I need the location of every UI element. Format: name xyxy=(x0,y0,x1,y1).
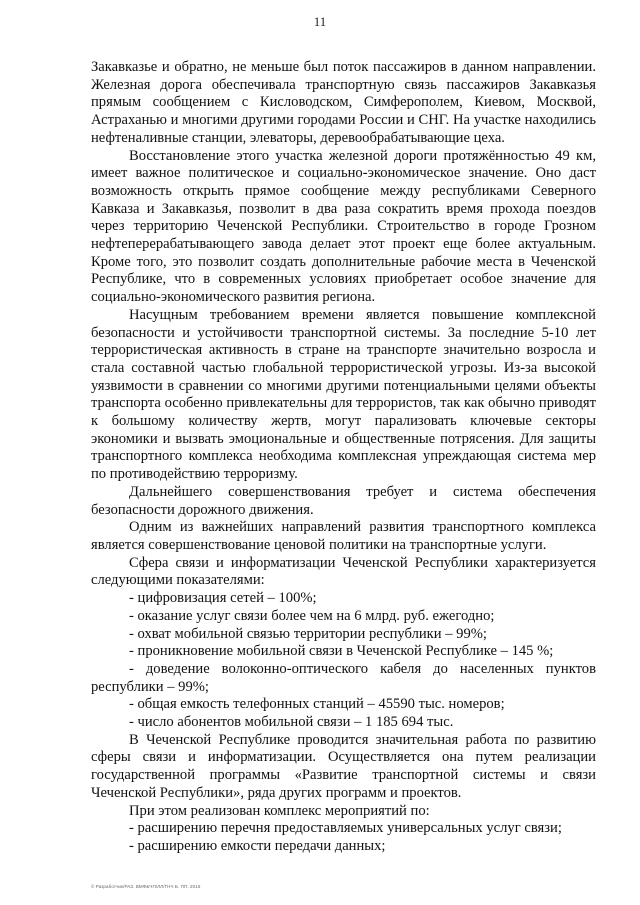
indicator-item: - проникновение мобильной связи в Чеченской Республике – 145 %; xyxy=(129,643,554,660)
paragraph-8: При этом реализован комплекс мероприятий по: xyxy=(129,802,430,819)
paragraph-1: Закавказье и обратно, не меньше был поток пассажиров в данном направлении. Железная дорога обеспечивала транспортную связь пассажиров Закавказья прямым сообщением с Кисловодском, Симферополем, Киевом, Москвой, Астраханью и многими другими городами России и СНГ. На участке находились нефтеналивные станции, элеваторы, деревообрабатывающие цеха. xyxy=(91,59,596,146)
measure-item: - расширению перечня предоставляемых универсальных услуг связи; xyxy=(129,820,562,837)
measure-item: - расширению емкости передачи данных; xyxy=(129,837,386,854)
indicator-item: - общая емкость телефонных станций – 45590 тыс. номеров; xyxy=(129,696,505,713)
indicator-item: - оказание услуг связи более чем на 6 млрд. руб. ежегодно; xyxy=(129,607,495,624)
page-number: 11 xyxy=(313,14,327,29)
paragraph-7: В Чеченской Республике проводится значительная работа по развитию сферы связи и информатизации. Осуществляется она путем реализации государственной программы «Развитие транспортной системы и связи Чеченской Республики», ряда других программ и проектов. xyxy=(91,731,596,801)
indicator-item: - доведение волоконно-оптического кабеля до населенных пунктов республики – 99%; xyxy=(91,660,596,695)
indicator-item: - охват мобильной связью территории республики – 99%; xyxy=(129,625,487,642)
indicator-item: - цифровизация сетей – 100%; xyxy=(129,590,317,607)
paragraph-4: Дальнейшего совершенствования требует и система обеспечения безопасности дорожного движения. xyxy=(91,483,596,518)
paragraph-6: Сфера связи и информатизации Чеченской Республики характеризуется следующими показателями: xyxy=(91,554,596,589)
paragraph-5: Одним из важнейших направлений развития транспортного комплекса является совершенствование ценовой политики на транспортные услуги. xyxy=(91,519,596,553)
indicator-item: - число абонентов мобильной связи – 1 185 694 тыс. xyxy=(129,714,454,731)
paragraph-3: Насущным требованием времени является повышение комплексной безопасности и устойчивости транспортной системы. За последние 5-10 лет террористическая активность в стране на транспорте значительно возросла и стала составной частью глобальной террористической угрозы. Из-за высокой уязвимости в сравнении со многими другими потенциальными целями объекты транспорта особенно привлекательны для террористов, так как обычно приводят к большому количеству жертв, могут парализовать ключевые секторы экономики и вызвать эмоциональные и общественные потрясения. Для защиты транспортного комплекса необходима комплексная упреждающая система мер по противодействию терроризму. xyxy=(91,306,596,483)
document-body xyxy=(91,59,596,856)
paragraph-2: Восстановление этого участка железной дороги протяжённостью 49 км, имеет важное политическое и социально-экономическое значение. Оно даст возможность открыть прямое сообщение между республиками Северного Кавказа и Закавказья, позволит в два раза сократить время прохода поездов через территорию Чеченской Республики. Строительство в городе Грозном нефтеперерабатывающего завода делает этот проект еще более актуальным. Кроме того, это позволит создать дополнительные рабочие места в Чеченской Республике, что в современных условиях приобретает особое значение для социально-экономического развития региона. xyxy=(91,147,596,306)
footer-stamp: © Разработчик/РАЗ. ВМФ&ЧП/ЛЛ/ГНЧ Б. ПП. 2016 xyxy=(91,884,201,889)
